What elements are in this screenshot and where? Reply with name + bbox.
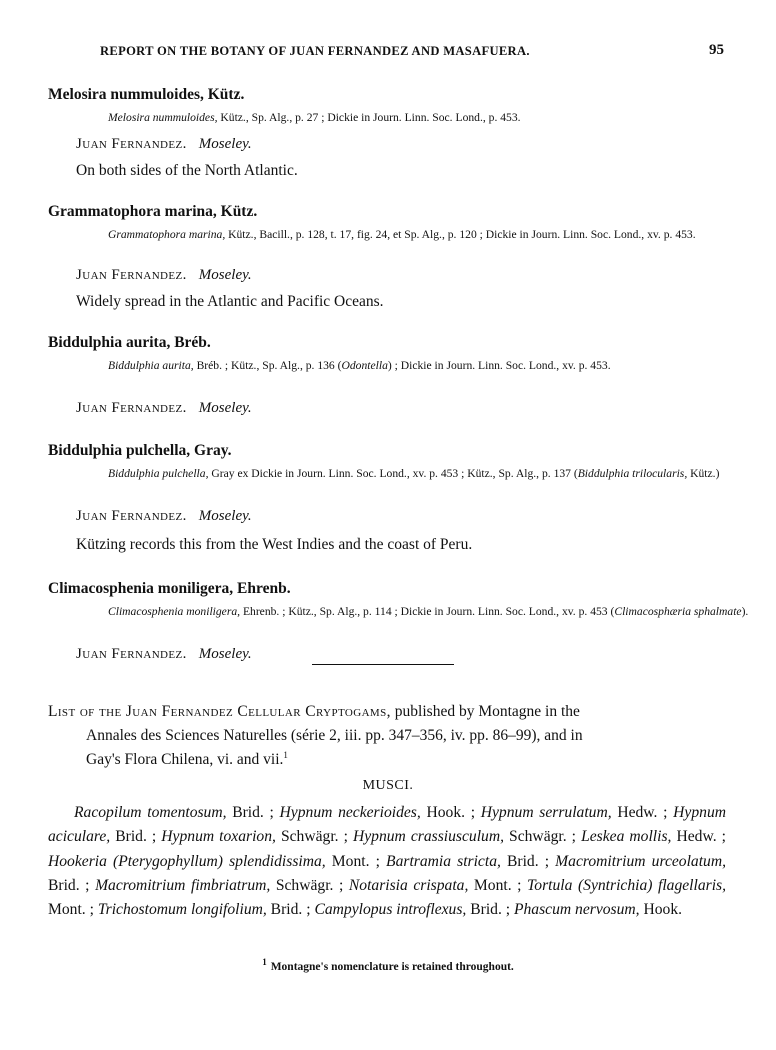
distribution-note: On both sides of the North Atlantic.	[76, 162, 298, 179]
citation	[108, 466, 760, 483]
list-heading-lead: List of the Juan Fernandez Cellular Cryptogams,	[48, 703, 391, 720]
citation-taxon: Climacosphenia moniligera,	[108, 605, 241, 618]
citation-text: Bréb. ; Kütz., Sp. Alg., p. 136 (	[193, 359, 342, 372]
locality-name: Juan Fernandez.	[76, 267, 187, 283]
citation-text: Kütz., Sp. Alg., p. 27 ; Dickie in Journ. Linn. Soc. Lond., p. 453.	[217, 111, 521, 124]
moss-authority: Brid. ;	[110, 828, 162, 846]
collector: Moseley.	[198, 136, 252, 152]
moss-taxon: Bartramia stricta,	[386, 852, 501, 870]
moss-authority: Brid. ;	[466, 901, 514, 919]
species-name: Biddulphia aurita, Bréb.	[48, 334, 211, 351]
collector: Moseley.	[198, 267, 252, 283]
moss-authority: Brid. ;	[266, 901, 315, 919]
citation-taxon-2: Odontella	[341, 359, 388, 372]
moss-taxon: Macromitrium urceolatum,	[555, 852, 727, 870]
page-number: 95	[709, 42, 724, 58]
section-divider	[312, 664, 454, 665]
citation	[108, 110, 760, 127]
locality-name: Juan Fernandez.	[76, 400, 187, 416]
moss-authority: Hedw. ;	[671, 828, 726, 846]
citation-taxon-2: Biddulphia trilocularis,	[577, 467, 688, 480]
footnote-mark: 1	[262, 957, 267, 968]
citation-text: Ehrenb. ; Kütz., Sp. Alg., p. 114 ; Dickie in Journ. Linn. Soc. Lond., xv. p. 453 (	[240, 605, 615, 618]
citation-text-2: ) ; Dickie in Journ. Linn. Soc. Lond., xv. p. 453.	[387, 359, 611, 372]
musci-species-list	[48, 801, 726, 922]
citation	[108, 227, 760, 244]
moss-authority: Hedw. ;	[611, 804, 674, 821]
locality-name: Juan Fernandez.	[76, 646, 187, 662]
citation-taxon: Grammatophora marina,	[108, 228, 226, 241]
citation-taxon: Melosira nummuloides,	[108, 111, 218, 124]
moss-authority: Brid. ;	[500, 852, 556, 870]
footnote-reference: 1	[283, 749, 288, 760]
species-name: Climacosphenia moniligera, Ehrenb.	[48, 580, 291, 597]
list-heading-line-3	[48, 748, 728, 772]
distribution-note: Kützing records this from the West Indies and the coast of Peru.	[76, 536, 473, 553]
locality	[76, 508, 252, 525]
moss-authority: Schwägr. ;	[504, 828, 582, 846]
moss-taxon: Racopilum tomentosum,	[74, 804, 227, 821]
locality	[76, 136, 252, 153]
locality	[76, 267, 252, 284]
section-title: MUSCI.	[362, 778, 414, 793]
moss-authority: Schwägr. ;	[270, 876, 349, 894]
footnote	[0, 957, 776, 973]
moss-authority: Brid. ;	[226, 804, 280, 821]
moss-taxon: Leskea mollis,	[581, 828, 672, 846]
citation-text: Gray ex Dickie in Journ. Linn. Soc. Lond., xv. p. 453 ; Kütz., Sp. Alg., p. 137 (	[208, 467, 578, 480]
citation-text: Kütz., Bacill., p. 128, t. 17, fig. 24, et Sp. Alg., p. 120 ; Dickie in Journ. Linn. Soc. Lond., xv. p. 453.	[225, 228, 696, 241]
species-name: Melosira nummuloides, Kütz.	[48, 86, 245, 103]
moss-taxon: Hypnum neckerioides,	[279, 804, 421, 821]
moss-taxon: Hypnum serrulatum,	[480, 804, 612, 821]
citation	[108, 358, 760, 375]
locality	[76, 646, 252, 663]
moss-authority: Schwägr. ;	[275, 828, 353, 846]
list-heading-line-2: Annales des Sciences Naturelles (série 2, iii. pp. 347–356, iv. pp. 86–99), and in	[86, 727, 583, 744]
collector: Moseley.	[198, 508, 252, 524]
citation-text-2: Kütz.)	[687, 467, 720, 480]
moss-authority: Mont. ;	[468, 876, 528, 894]
moss-taxon: Hypnum toxarion,	[161, 828, 276, 846]
locality-name: Juan Fernandez.	[76, 136, 187, 152]
citation-taxon-2: Climacosphæria sphalmate	[614, 605, 742, 618]
citation-text-2: ).	[741, 605, 749, 618]
distribution-note: Widely spread in the Atlantic and Pacific Oceans.	[76, 293, 384, 310]
list-heading	[48, 700, 728, 772]
running-head: REPORT ON THE BOTANY OF JUAN FERNANDEZ AND MASAFUERA.	[100, 44, 530, 58]
footnote-text: Montagne's nomenclature is retained throughout.	[270, 961, 514, 973]
collector: Moseley.	[198, 400, 252, 416]
citation-taxon: Biddulphia pulchella,	[108, 467, 209, 480]
moss-authority: Mont. ;	[48, 901, 98, 919]
citation	[108, 604, 760, 621]
moss-taxon: Campylopus introflexus,	[314, 901, 467, 919]
list-heading-line-1	[48, 700, 728, 724]
locality	[76, 400, 252, 417]
locality-name: Juan Fernandez.	[76, 508, 187, 524]
moss-authority: Hook.	[639, 901, 683, 919]
citation-taxon: Biddulphia aurita,	[108, 359, 194, 372]
moss-taxon: Notarisia crispata,	[348, 876, 469, 894]
moss-taxon: Phascum nervosum,	[513, 901, 640, 919]
moss-taxon: Hypnum aciculare,	[48, 804, 727, 846]
species-name: Biddulphia pulchella, Gray.	[48, 442, 232, 459]
list-heading-text: published by Montagne in the	[390, 703, 580, 720]
moss-taxon: Trichostomum longifolium,	[97, 901, 267, 919]
species-name: Grammatophora marina, Kütz.	[48, 203, 258, 220]
moss-taxon: Hookeria (Pterygophyllum) splendidissima,	[48, 852, 326, 870]
moss-authority: Mont. ;	[325, 852, 387, 870]
collector: Moseley.	[198, 646, 252, 662]
moss-authority: Hook. ;	[420, 804, 481, 821]
list-heading-line-3-text: Gay's Flora Chilena, vi. and vii.	[86, 751, 284, 768]
moss-taxon: Tortula (Syntrichia) flagellaris,	[527, 876, 727, 894]
moss-authority: Brid. ;	[48, 876, 96, 894]
moss-taxon: Macromitrium fimbriatrum,	[95, 876, 271, 894]
moss-taxon: Hypnum crassiusculum,	[352, 828, 504, 846]
